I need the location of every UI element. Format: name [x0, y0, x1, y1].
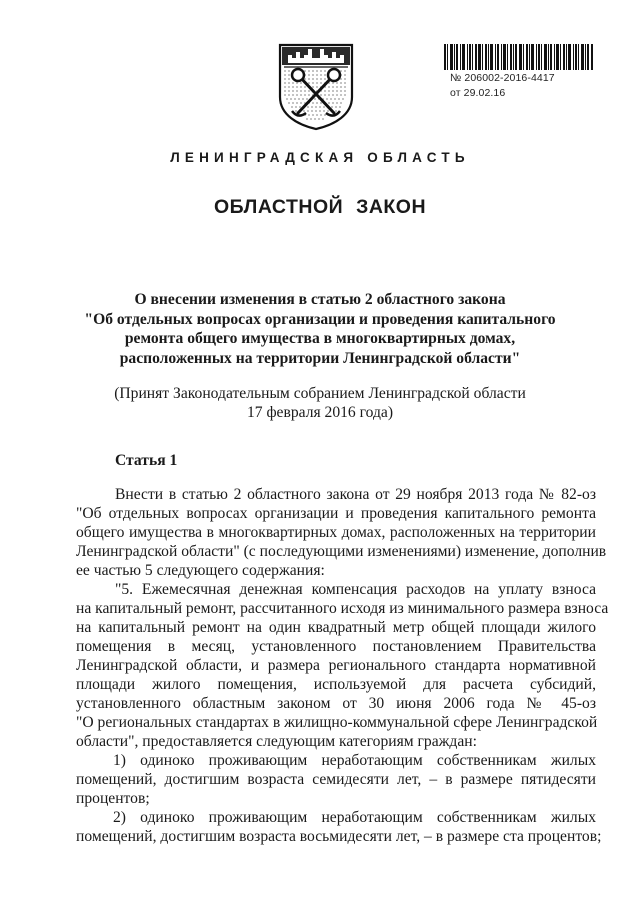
coat-of-arms-icon	[276, 41, 356, 131]
body-line: установленного областным законом от 30 июня 2006 года № 45-оз	[76, 695, 596, 712]
registration-number: № 206002-2016-4417	[450, 72, 555, 84]
list-item-line: помещений, достигшим возраста восьмидесяти лет, – в размере ста процентов;	[76, 828, 602, 845]
body-line: на капитальный ремонт, рассчитанного исходя из минимального размера взноса	[76, 600, 609, 617]
article-heading: Статья 1	[115, 452, 178, 469]
registration-date: от 29.02.16	[450, 87, 506, 99]
body-line: "О региональных стандартах в жилищно-коммунальной сфере Ленинградской	[76, 714, 598, 731]
law-title-line: расположенных на территории Ленинградской области"	[119, 349, 521, 367]
adoption-note-line: (Принят Законодательным собранием Ленинградской области	[114, 385, 526, 402]
law-title-line: О внесении изменения в статью 2 областного закона	[134, 291, 506, 308]
barcode-icon	[444, 44, 594, 72]
region-name: ЛЕНИНГРАДСКАЯ ОБЛАСТЬ	[170, 150, 470, 165]
law-title	[40, 290, 600, 368]
list-item-line: процентов;	[76, 790, 150, 807]
body-line: "Об отдельных вопросах организации и проведения капитального ремонта	[76, 505, 596, 522]
body-line: помещения в месяц, установленного постановлением Правительства	[76, 638, 596, 655]
list-item-line: помещений, достигшим возраста семидесяти лет, – в размере пятидесяти	[76, 771, 596, 788]
adoption-note	[40, 384, 600, 422]
body-line: на капитальный ремонт на один квадратный метр общей площади жилого	[76, 619, 596, 636]
document-type: ОБЛАСТНОЙ ЗАКОН	[213, 196, 427, 218]
body-line: площади жилого помещения, используемой для расчета субсидий,	[76, 676, 596, 693]
body-line: ее частью 5 следующего содержания:	[76, 562, 325, 579]
list-item-line: 2) одиноко проживающим неработающим собственникам жилых	[113, 809, 596, 826]
adoption-note-line: 17 февраля 2016 года)	[246, 404, 394, 421]
body-line: Внести в статью 2 областного закона от 29 ноября 2013 года № 82-оз	[115, 486, 596, 503]
body-line: общего имущества в многоквартирных домах, расположенных на территории	[76, 524, 596, 541]
law-title-line: ремонта общего имущества в многоквартирных домах,	[124, 330, 516, 347]
law-title-line: "Об отдельных вопросах организации и проведения капитального	[84, 310, 556, 328]
list-item-line: 1) одиноко проживающим неработающим собственникам жилых	[113, 752, 596, 769]
body-line: "5. Ежемесячная денежная компенсация расходов на уплату взноса	[115, 581, 596, 598]
body-line: Ленинградской области, и размера регионального стандарта нормативной	[76, 657, 596, 674]
body-line: Ленинградской области" (с последующими изменениями) изменение, дополнив	[76, 543, 607, 560]
body-line: области", предоставляется следующим категориям граждан:	[76, 733, 477, 750]
